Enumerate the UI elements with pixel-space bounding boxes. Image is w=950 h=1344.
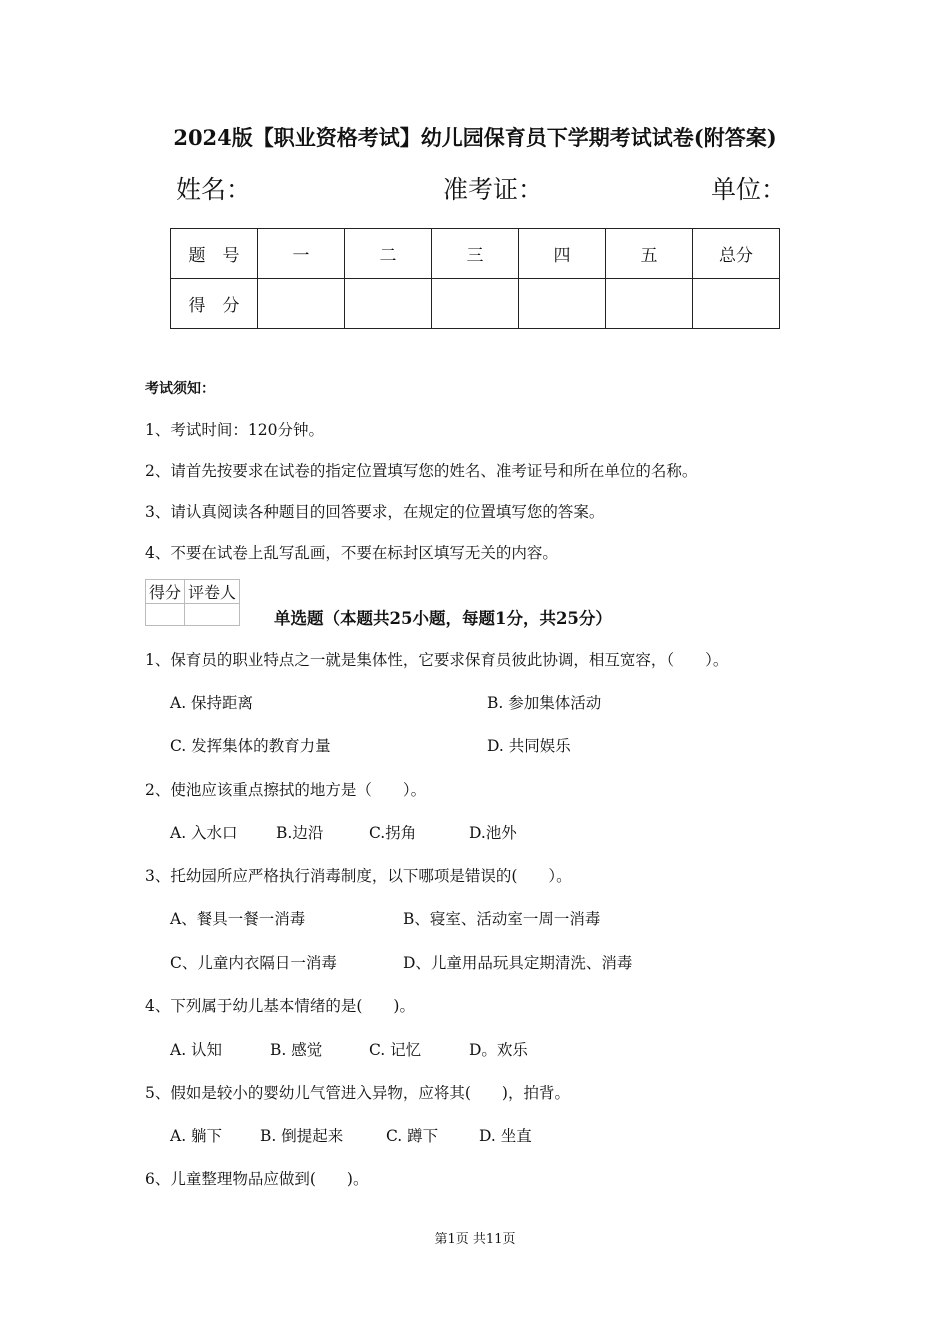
score-table-score-row [171, 279, 780, 329]
score-table-header-cell: 总分 [693, 229, 780, 279]
score-table [170, 228, 780, 329]
grader-score-label: 得分 [146, 580, 185, 604]
score-cell[interactable] [258, 279, 345, 329]
answer-option[interactable]: D. 坐直 [479, 1127, 532, 1145]
score-table-header-cell: 二 [345, 229, 432, 279]
question-stem: 1、保育员的职业特点之一就是集体性，它要求保育员彼此协调，相互宽容，（ ）。 [145, 651, 729, 669]
page-footer: 第1页 共11页 [434, 1232, 516, 1247]
score-table-header-cell: 题 号 [171, 229, 258, 279]
answer-option[interactable]: A. 入水口 [170, 824, 238, 842]
answer-option[interactable]: C. 记忆 [369, 1041, 422, 1059]
answer-option[interactable]: B. 感觉 [270, 1041, 323, 1059]
answer-option[interactable]: B.边沿 [276, 824, 324, 842]
grader-table [145, 579, 240, 626]
question-stem: 3、托幼园所应严格执行消毒制度，以下哪项是错误的( ）。 [145, 867, 572, 885]
unit-field-label: 单位： [711, 175, 787, 204]
score-table-header-cell: 三 [432, 229, 519, 279]
answer-option[interactable]: D. 共同娱乐 [487, 737, 571, 755]
score-table-header-row [171, 229, 780, 279]
answer-option[interactable]: A. 躺下 [170, 1127, 223, 1145]
answer-option[interactable]: C. 蹲下 [386, 1127, 439, 1145]
score-table-row-label: 得 分 [171, 279, 258, 329]
score-cell[interactable] [519, 279, 606, 329]
answer-option[interactable]: C、儿童内衣隔日一消毒 [170, 954, 337, 972]
score-cell[interactable] [693, 279, 780, 329]
score-table-header-cell: 四 [519, 229, 606, 279]
question-stem: 5、假如是较小的婴幼儿气管进入异物，应将其( )，拍背。 [145, 1084, 570, 1102]
answer-option[interactable]: C. 发挥集体的教育力量 [170, 737, 331, 755]
notice-item: 2、请首先按要求在试卷的指定位置填写您的姓名、准考证号和所在单位的名称。 [145, 462, 698, 480]
question-stem: 2、使池应该重点擦拭的地方是（ ）。 [145, 781, 427, 799]
grader-score-cell[interactable] [146, 604, 185, 626]
grader-reviewer-label: 评卷人 [185, 580, 240, 604]
question-stem: 4、下列属于幼儿基本情绪的是( )。 [145, 997, 415, 1015]
notice-item: 1、考试时间：120分钟。 [145, 421, 324, 439]
score-cell[interactable] [432, 279, 519, 329]
answer-option[interactable]: A. 认知 [170, 1041, 223, 1059]
name-field-label: 姓名： [176, 175, 252, 204]
grader-reviewer-cell[interactable] [185, 604, 240, 626]
document-title: 2024版【职业资格考试】幼儿园保育员下学期考试试卷(附答案) [173, 125, 777, 150]
score-table-header-cell: 五 [606, 229, 693, 279]
score-table-header-cell: 一 [258, 229, 345, 279]
notice-heading: 考试须知： [145, 381, 215, 397]
score-cell[interactable] [606, 279, 693, 329]
answer-option[interactable]: B. 参加集体活动 [487, 694, 602, 712]
answer-option[interactable]: A、餐具一餐一消毒 [170, 910, 306, 928]
notice-item: 4、不要在试卷上乱写乱画，不要在标封区填写无关的内容。 [145, 544, 558, 562]
question-stem: 6、儿童整理物品应做到( )。 [145, 1170, 369, 1188]
answer-option[interactable]: D、儿童用品玩具定期清洗、消毒 [403, 954, 633, 972]
answer-option[interactable]: B. 倒提起来 [260, 1127, 344, 1145]
notice-item: 3、请认真阅读各种题目的回答要求，在规定的位置填写您的答案。 [145, 503, 605, 521]
answer-option[interactable]: A. 保持距离 [170, 694, 254, 712]
answer-option[interactable]: D。欢乐 [469, 1041, 528, 1059]
exam-id-field-label: 准考证： [443, 175, 544, 204]
score-cell[interactable] [345, 279, 432, 329]
section-title: 单选题（本题共25小题，每题1分，共25分） [274, 609, 612, 628]
answer-option[interactable]: D.池外 [469, 824, 517, 842]
answer-option[interactable]: C.拐角 [369, 824, 417, 842]
answer-option[interactable]: B、寝室、活动室一周一消毒 [403, 910, 601, 928]
